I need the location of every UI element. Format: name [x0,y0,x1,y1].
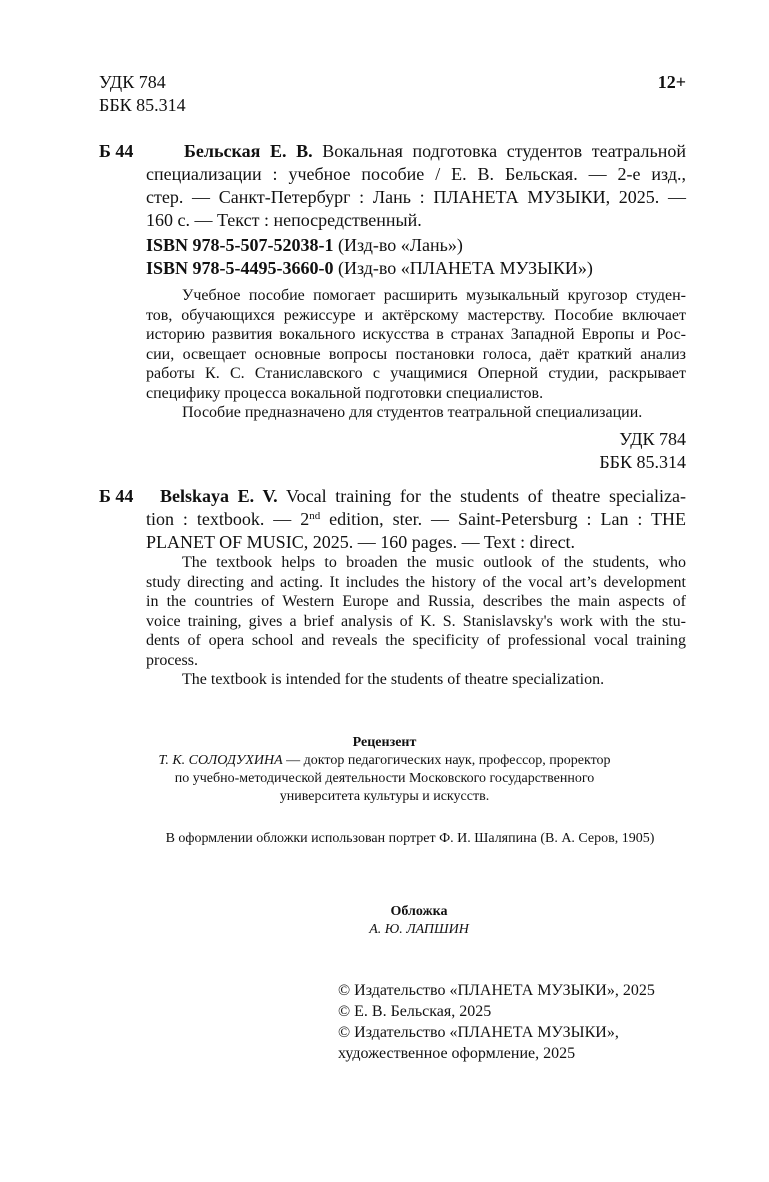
cover-block [0,903,769,939]
ru-annotation-line: историю развития вокального искусства в странах Западной Европы и Рос- [146,326,686,343]
en-annotation [146,553,686,690]
en-entry-line-3: PLANET OF MUSIC, 2025. — 160 pages. — Text : direct. [146,532,576,552]
header-bbk: ББК 85.314 [99,95,186,115]
copyright-line-3: © Издательство «ПЛАНЕТА МУЗЫКИ», [338,1024,619,1041]
isbn-block [146,234,593,280]
reviewer-block [0,734,769,806]
reviewer-line-3: университета культуры и искусств. [279,789,490,804]
age-rating: 12+ [657,72,686,92]
isbn-planeta: ISBN 978-5-4495-3660-0 (Изд-во «ПЛАНЕТА МУЗЫКИ») [146,258,593,278]
cover-heading: Обложка [390,904,448,919]
en-annotation-line: dents of opera school and reveals the specificity of professional vocal training [146,632,686,649]
reviewer-line-2: по учебно-методической деятельности Московского государственного [174,771,595,786]
ru-annotation-line: работы К. С. Станиславского с учащимися Оперной студии, раскрывает [146,365,686,382]
reviewer-name: Т. К. СОЛОДУХИНА [158,753,283,768]
ru-entry-description [146,140,686,232]
en-annotation-line: study directing and acting. It includes the history of the vocal art’s development [146,573,686,591]
header-classification [99,71,186,117]
reviewer-heading: Рецензент [352,735,417,750]
copyright-line-4: художественное оформление, 2025 [338,1045,576,1062]
en-annotation-line: process. [146,651,198,669]
bbk-right: ББК 85.314 [599,452,686,472]
en-entry-line-2: tion : textbook. — 2nd edition, ster. — Saint-Petersburg : Lan : THE [146,509,686,529]
copyright-line-2: © Е. В. Бельская, 2025 [338,1003,492,1020]
ru-entry-line-3: стер. — Санкт-Петербург : Лань : ПЛАНЕТА МУЗЫКИ, 2025. — [146,187,686,207]
cover-note: В оформлении обложки использован портрет Ф. И. Шаляпина (В. А. Серов, 1905) [165,831,655,846]
ru-classification-right [500,428,686,474]
en-annotation-line: in the countries of Western Europe and Russia, describes the main aspects of [146,593,686,610]
isbn-lan: ISBN 978-5-507-52038-1 (Изд-во «Лань») [146,235,463,255]
en-entry-line-1: Belskaya E. V. Vocal training for the students of theatre specializa- [160,486,686,506]
ru-annotation-line: специфику процесса вокальной подготовки специалистов. [146,384,544,402]
en-entry-description [146,485,686,554]
copyright-line-1: © Издательство «ПЛАНЕТА МУЗЫКИ», 2025 [338,982,655,999]
en-annotation-line: The textbook helps to broaden the music outlook of the students, who [182,554,686,571]
en-purpose: The textbook is intended for the students of theatre specialization. [182,671,605,688]
reviewer-line-1: Т. К. СОЛОДУХИНА — доктор педагогических наук, профессор, проректор [158,753,611,768]
copyright-block [338,980,655,1064]
ru-entry-line-2: специализации : учебное пособие / Е. В. Бельская. — 2-е изд., [146,164,686,184]
ru-entry-code: Б 44 [99,141,134,161]
cover-designer: А. Ю. ЛАПШИН [369,922,469,937]
en-entry-code: Б 44 [99,486,134,506]
header-udk: УДК 784 [99,72,166,92]
ru-annotation-line: сии, освещает основные вопросы постановки голоса, даёт краткий анализ [146,345,686,363]
ru-entry-line-4: 160 с. — Текст : непосредственный. [146,210,422,230]
ru-annotation-line: тов, обучающихся режиссуре и актёрскому мастерству. Пособие включает [146,306,686,324]
ru-purpose: Пособие предназначено для студентов театральной специализации. [182,404,643,421]
ru-annotation-line: Учебное пособие помогает расширить музыкальный кругозор студен- [182,287,686,304]
ru-entry-line-1: Бельская Е. В. Вокальная подготовка студентов театральной [184,141,686,161]
ru-annotation [146,286,686,423]
en-annotation-line: voice training, gives a brief analysis of K. S. Stanislavsky's work with the stu- [146,612,686,630]
udk-right: УДК 784 [619,429,686,449]
